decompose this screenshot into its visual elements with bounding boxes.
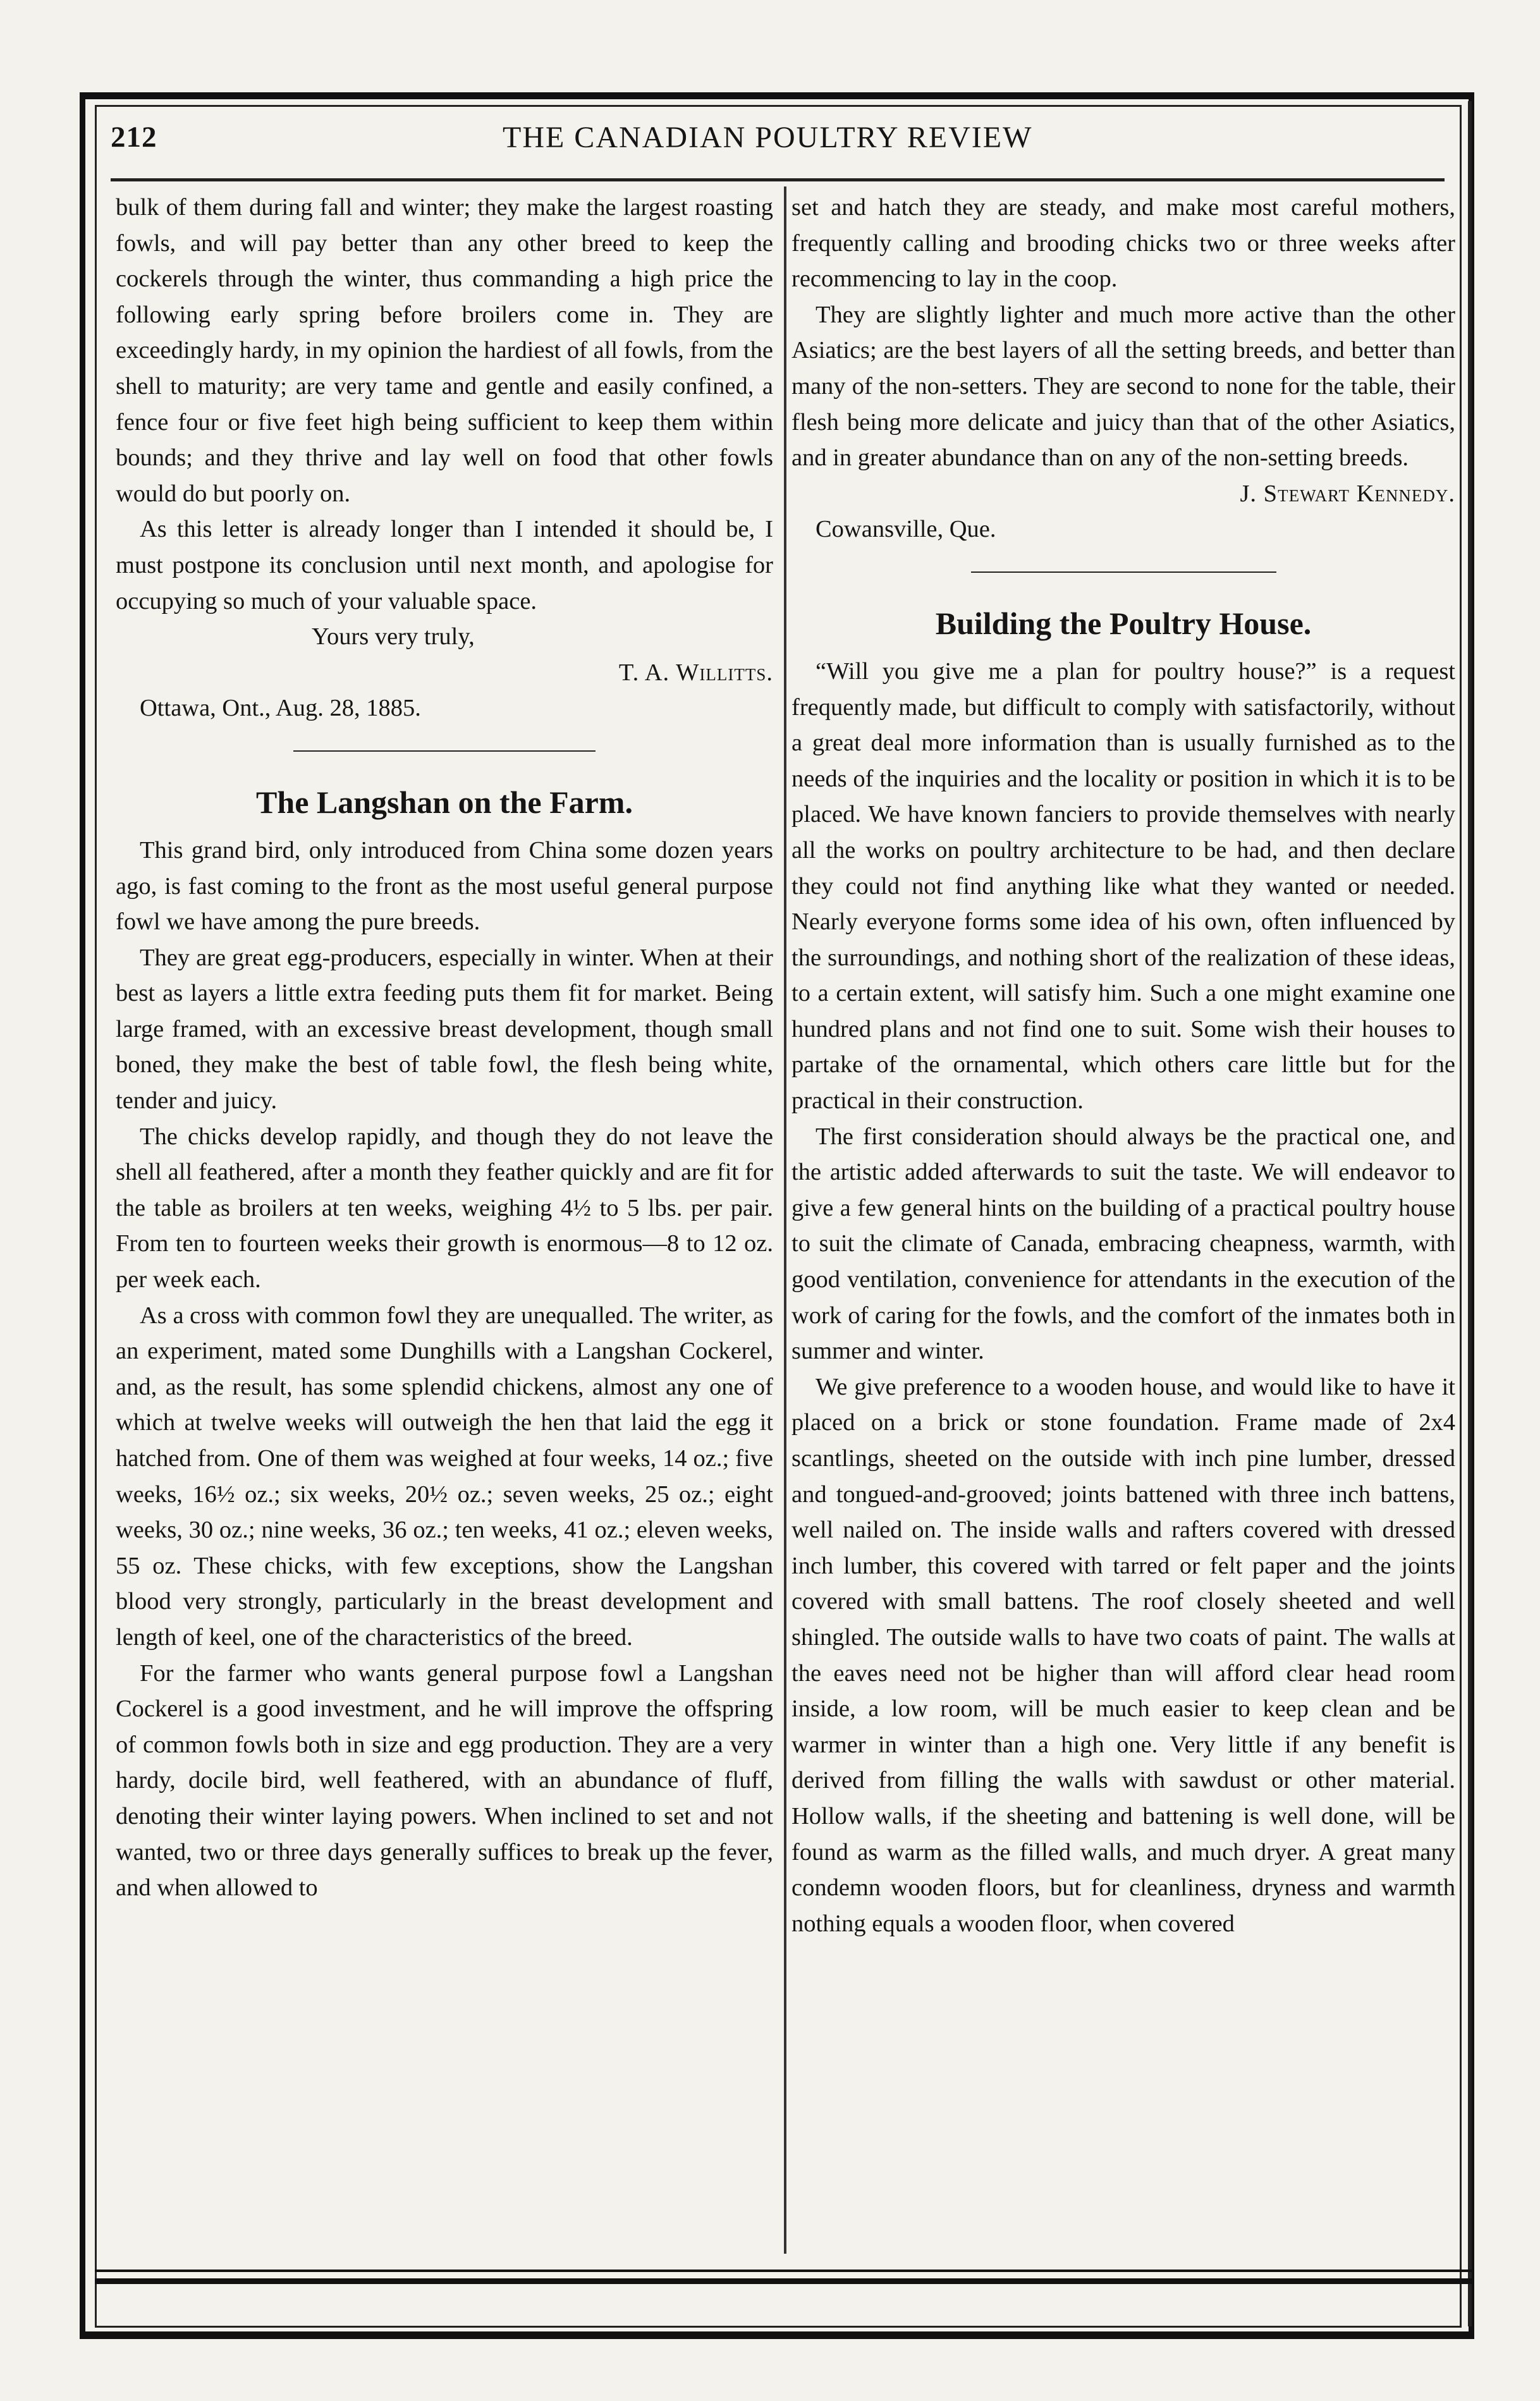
column-divider <box>784 186 786 2254</box>
article-paragraph: We give preference to a wooden house, and would like to have it placed on a brick or stone foundation. Frame made of 2x4 scantlings, sheeted on the outside with inch pine lumber, dressed and tongued-and-grooved; joints battened with three inch battens, well nailed on. The inside walls and rafters covered with dressed inch lumber, this covered with tarred or felt paper and the joints covered with small battens. The roof closely sheeted and well shingled. The outside walls to have two coats of paint. The walls at the eaves need not be higher than will afford clear head room inside, a low room, will be much easier to keep clean and be warmer in winter than a high one. Very little if any benefit is derived from filling the walls with sawdust or other material. Hollow walls, if the sheeting and battening is well done, will be found as warm as the filled walls, and much dryer. A great many condemn wooden floors, but for cleanliness, dryness and warmth nothing equals a wooden floor, when covered <box>791 1373 1455 1937</box>
section-separator <box>971 571 1276 573</box>
page-number: 212 <box>111 121 157 154</box>
article-paragraph: set and hatch they are steady, and make most careful mothers, frequently calling and brooding chicks two or three weeks after recommencing to lay in the coop. <box>791 194 1455 293</box>
letter-paragraph: As this letter is already longer than I intended it should be, I must postpone its conclusion until next month, and apologise for occupying so much of your valuable space. <box>116 516 773 614</box>
article-dateline: Cowansville, Que. <box>816 516 996 543</box>
article-paragraph: For the farmer who wants general purpose fowl a Langshan Cockerel is a good investment, and he will improve the offspring of common fowls both in size and egg production. They are a very hardy, docile bird, well feathered, with an abundance of fluff, denoting their winter laying powers. When inclined to set and not wanted, two or three days generally suffices to break up the fever, and when allowed to <box>116 1659 773 1902</box>
article-paragraph: The chicks develop rapidly, and though they do not leave the shell all feathered, after a month they feather quickly and are fit for the table as broilers at ten weeks, weighing 4½ to 5 lbs. per pair. From ten to fourteen weeks their growth is enormous—8 to 12 oz. per week each. <box>116 1123 773 1293</box>
header-rule <box>111 178 1445 181</box>
article-heading: Building the Poultry House. <box>935 605 1312 641</box>
article-paragraph: This grand bird, only introduced from China some dozen years ago, is fast coming to the front as the most useful general purpose fowl we have among the pure breeds. <box>116 836 773 936</box>
section-separator <box>293 750 596 752</box>
letter-closing: Yours very truly, <box>312 623 475 651</box>
running-title: THE CANADIAN POULTRY REVIEW <box>503 121 1033 154</box>
article-paragraph: They are great egg-producers, especially in winter. When at their best as layers a little extra feeding puts them fit for market. Being large framed, with an excessive breast development, though small boned, they make the best of table fowl, the flesh being white, tender and juicy. <box>116 944 773 1115</box>
bottom-rule-heavy <box>95 2278 1473 2284</box>
frame-rule-right <box>1468 101 1472 2326</box>
article-paragraph: As a cross with common fowl they are unequalled. The writer, as an experiment, mated some Dunghills with a Langshan Cockerel, and, as the result, has some splendid chickens, almost any one of which at twelve weeks will outweigh the hen that laid the egg it hatched from. One of them was weighed at four weeks, 14 oz.; five weeks, 16½ oz.; six weeks, 20½ oz.; seven weeks, 25 oz.; eight weeks, 30 oz.; nine weeks, 36 oz.; ten weeks, 41 oz.; eleven weeks, 55 oz. These chicks, with few exceptions, show the Langshan blood very strongly, particularly in the breast development and length of keel, one of the characteristics of the breed. <box>116 1302 773 1651</box>
article-paragraph: “Will you give me a plan for poultry house?” is a request frequently made, but difficult to comply with satisfactorily, without a great deal more information than is usually furnished as to the needs of the inquiries and the locality or position in which it is to be placed. We have known fanciers to provide themselves with nearly all the works on poultry architecture to be had, and then declare they could not find anything like what they wanted or needed. Nearly everyone forms some idea of his own, often influenced by the surroundings, and nothing short of the realization of these ideas, to a certain extent, will satisfy him. Such a one might examine one hundred plans and not find one to suit. Some wish their houses to partake of the ornamental, which others care little but for the practical in their construction. <box>791 657 1455 1115</box>
page-header <box>111 120 1445 164</box>
article-paragraph: They are slightly lighter and much more active than the other Asiatics; are the best layers of all the setting breeds, and better than many of the non-setters. They are second to none for the table, their flesh being more delicate and juicy than that of the other Asiatics, and in greater abundance than on any of the non-setting breeds. <box>791 301 1455 472</box>
article-signature: J. Stewart Kennedy. <box>1240 480 1455 507</box>
right-column <box>791 190 1455 1941</box>
letter-dateline: Ottawa, Ont., Aug. 28, 1885. <box>140 695 421 722</box>
left-column <box>116 190 773 1906</box>
bottom-rule <box>95 2270 1473 2272</box>
article-heading: The Langshan on the Farm. <box>256 784 633 820</box>
letter-signature: T. A. Willitts. <box>618 659 773 686</box>
article-paragraph: The first consideration should always be the practical one, and the artistic added afterwards to suit the taste. We will endeavor to give a few general hints on the building of a practical poultry house to suit the climate of Canada, embracing cheapness, warmth, with good ventilation, convenience for attendants in the execution of the work of caring for the fowls, and the comfort of the inmates both in summer and winter. <box>791 1123 1455 1365</box>
letter-paragraph: bulk of them during fall and winter; they make the largest roasting fowls, and will pay better than any other breed to keep the cockerels through the winter, thus commanding a high price the following early spring before broilers come in. They are exceedingly hardy, in my opinion the hardiest of all fowls, from the shell to maturity; are very tame and gentle and easily confined, a fence four or five feet high being sufficient to keep them within bounds; and they thrive and lay well on food that other fowls would do but poorly on. <box>116 194 773 507</box>
